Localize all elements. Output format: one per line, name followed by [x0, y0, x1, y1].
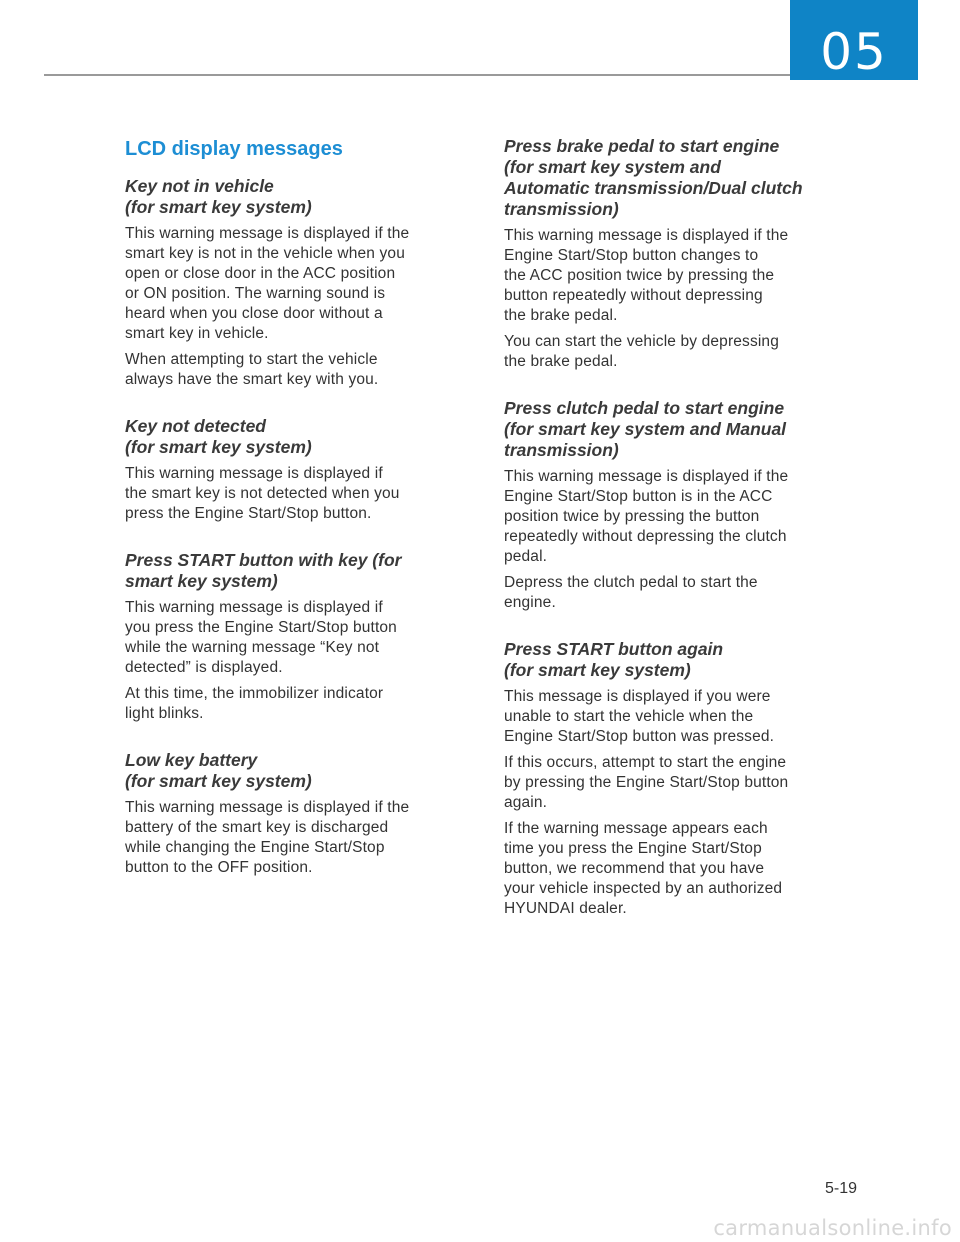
paragraph-line: You can start the vehicle by depressing: [504, 333, 779, 350]
message-heading: [125, 176, 467, 218]
message-paragraph: [125, 350, 467, 390]
heading-line: transmission): [504, 440, 619, 460]
watermark-link[interactable]: carmanualsonline.info: [713, 1216, 952, 1240]
left-column: [125, 136, 467, 884]
heading-line: Press START button again: [504, 639, 724, 659]
paragraph-line: This warning message is displayed if the: [504, 468, 789, 485]
message-paragraph: [504, 753, 846, 813]
heading-line: Press clutch pedal to start engine: [504, 398, 785, 418]
message-block: [504, 639, 846, 919]
paragraph-line: the brake pedal.: [504, 307, 618, 324]
message-paragraph: [504, 332, 846, 372]
message-heading: [125, 550, 467, 592]
header-rule: [44, 74, 790, 76]
message-paragraph: [125, 798, 467, 878]
heading-line: Key not in vehicle: [125, 176, 274, 196]
paragraph-line: the smart key is not detected when you: [125, 485, 400, 502]
left-blocks: [125, 176, 467, 878]
message-paragraph: [504, 573, 846, 613]
message-paragraph: [125, 464, 467, 524]
paragraph-line: light blinks.: [125, 705, 204, 722]
paragraph-line: This message is displayed if you were: [504, 688, 771, 705]
heading-line: smart key system): [125, 571, 278, 591]
message-paragraph: [125, 684, 467, 724]
paragraph-line: engine.: [504, 594, 556, 611]
paragraph-line: while changing the Engine Start/Stop: [125, 839, 385, 856]
paragraph-line: button to the OFF position.: [125, 859, 313, 876]
paragraph-line: unable to start the vehicle when the: [504, 708, 754, 725]
message-heading: [125, 750, 467, 792]
paragraph-line: At this time, the immobilizer indicator: [125, 685, 384, 702]
paragraph-line: the brake pedal.: [504, 353, 618, 370]
paragraph-line: HYUNDAI dealer.: [504, 900, 627, 917]
message-paragraph: [504, 226, 846, 326]
heading-line: (for smart key system): [125, 197, 312, 217]
paragraph-line: This warning message is displayed if the: [504, 227, 789, 244]
message-heading: [504, 398, 846, 461]
message-block: [504, 398, 846, 613]
paragraph-line: always have the smart key with you.: [125, 371, 379, 388]
message-block: [125, 550, 467, 724]
paragraph-line: If this occurs, attempt to start the engine: [504, 754, 787, 771]
paragraph-line: repeatedly without depressing the clutch: [504, 528, 787, 545]
paragraph-line: Engine Start/Stop button was pressed.: [504, 728, 775, 745]
message-paragraph: [125, 598, 467, 678]
message-heading: [504, 639, 846, 681]
paragraph-line: This warning message is displayed if the: [125, 799, 410, 816]
paragraph-line: position twice by pressing the button: [504, 508, 760, 525]
paragraph-line: Engine Start/Stop button is in the ACC: [504, 488, 773, 505]
paragraph-line: Depress the clutch pedal to start the: [504, 574, 758, 591]
heading-line: (for smart key system and: [504, 157, 721, 177]
message-block: [125, 750, 467, 878]
message-paragraph: [125, 224, 467, 344]
paragraph-line: This warning message is displayed if: [125, 599, 383, 616]
message-heading: [125, 416, 467, 458]
paragraph-line: Engine Start/Stop button changes to: [504, 247, 759, 264]
heading-line: (for smart key system): [125, 437, 312, 457]
paragraph-line: press the Engine Start/Stop button.: [125, 505, 372, 522]
heading-line: Press START button with key (for: [125, 550, 402, 570]
right-blocks: [504, 136, 846, 919]
paragraph-line: smart key in vehicle.: [125, 325, 269, 342]
message-paragraph: [504, 819, 846, 919]
paragraph-line: This warning message is displayed if the: [125, 225, 410, 242]
message-paragraph: [504, 467, 846, 567]
heading-line: Press brake pedal to start engine: [504, 136, 780, 156]
heading-line: (for smart key system): [504, 660, 691, 680]
heading-line: (for smart key system and Manual: [504, 419, 787, 439]
message-heading: [504, 136, 846, 220]
paragraph-line: detected” is displayed.: [125, 659, 283, 676]
paragraph-line: button, we recommend that you have: [504, 860, 765, 877]
message-block: [125, 416, 467, 524]
heading-line: (for smart key system): [125, 771, 312, 791]
paragraph-line: smart key is not in the vehicle when you: [125, 245, 405, 262]
paragraph-line: This warning message is displayed if: [125, 465, 383, 482]
paragraph-line: while the warning message “Key not: [125, 639, 380, 656]
paragraph-line: open or close door in the ACC position: [125, 265, 396, 282]
paragraph-line: the ACC position twice by pressing the: [504, 267, 775, 284]
chapter-tab: 05: [790, 0, 918, 80]
paragraph-line: heard when you close door without a: [125, 305, 383, 322]
paragraph-line: If the warning message appears each: [504, 820, 768, 837]
message-paragraph: [504, 687, 846, 747]
message-block: [504, 136, 846, 372]
paragraph-line: or ON position. The warning sound is: [125, 285, 386, 302]
right-column: [504, 136, 846, 925]
heading-line: Key not detected: [125, 416, 266, 436]
paragraph-line: again.: [504, 794, 548, 811]
paragraph-line: you press the Engine Start/Stop button: [125, 619, 397, 636]
section-title: LCD display messages: [125, 138, 343, 160]
paragraph-line: your vehicle inspected by an authorized: [504, 880, 783, 897]
paragraph-line: time you press the Engine Start/Stop: [504, 840, 762, 857]
paragraph-line: pedal.: [504, 548, 548, 565]
message-block: [125, 176, 467, 390]
paragraph-line: battery of the smart key is discharged: [125, 819, 389, 836]
paragraph-line: by pressing the Engine Start/Stop button: [504, 774, 789, 791]
paragraph-line: button repeatedly without depressing: [504, 287, 763, 304]
heading-line: Automatic transmission/Dual clutch: [504, 178, 803, 198]
heading-line: transmission): [504, 199, 619, 219]
heading-line: Low key battery: [125, 750, 258, 770]
paragraph-line: When attempting to start the vehicle: [125, 351, 378, 368]
page-number: 5-19: [824, 1180, 857, 1197]
